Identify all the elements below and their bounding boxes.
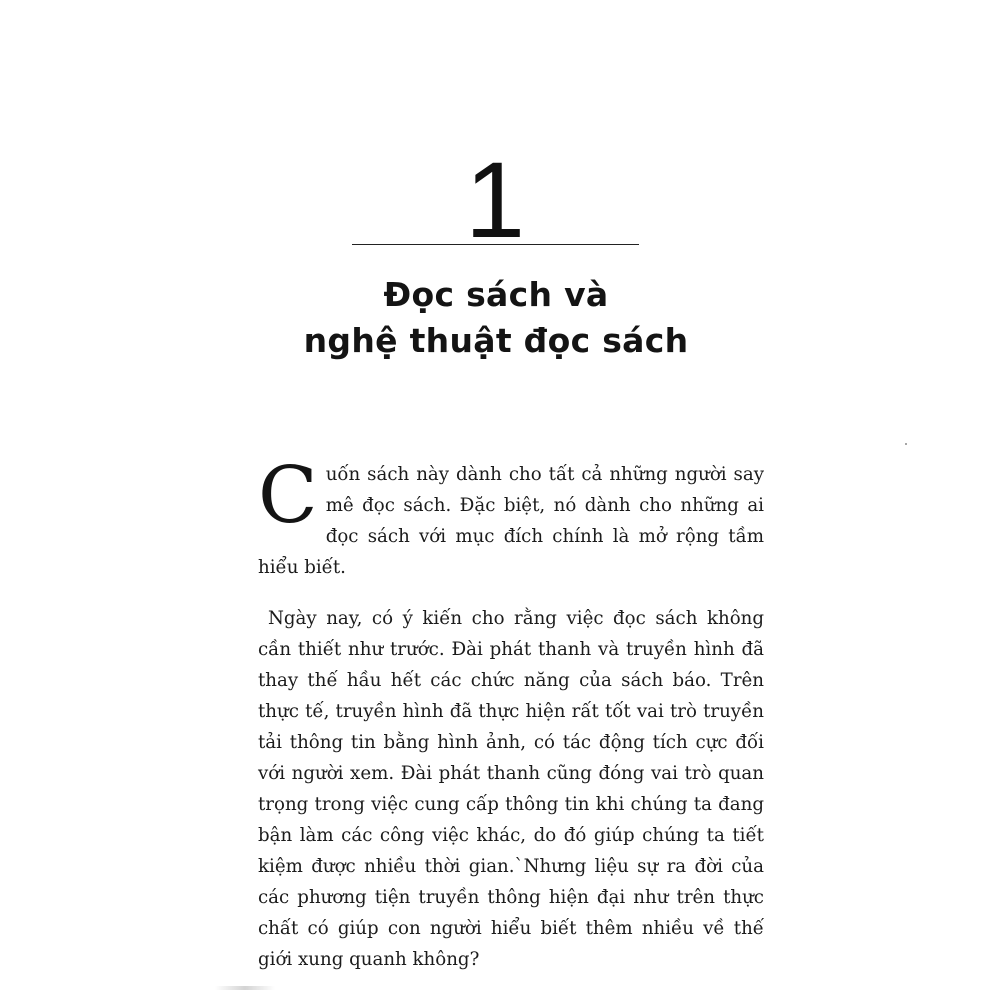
- paragraph-1-text: uốn sách này dành cho tất cả những người say mê đọc sách. Đặc biệt, nó dành cho những ai đọc sách với mục đích chính là mở rộng tầm hiểu biết.: [258, 464, 764, 578]
- paragraph-2: Ngày nay, có ý kiến cho rằng việc đọc sách không cần thiết như trước. Đài phát thanh và truyền hình đã thay thế hầu hết các chức năng của sách báo. Trên thực tế, truyền hình đã thực hiện rất tốt vai trò truyền tải thông tin bằng hình ảnh, có tác động tích cực đối với người xem. Đài phát thanh cũng đóng vai trò quan trọng trong việc cung cấp thông tin khi chúng ta đang bận làm các công việc khác, do đó giúp chúng ta tiết kiệm được nhiều thời gian.`Nhưng liệu sự ra đời của các phương tiện truyền thông hiện đại như trên thực chất có giúp con người hiểu biết thêm nhiều về thế giới xung quanh không?: [258, 608, 764, 970]
- chapter-title-line-1: Đọc sách và: [383, 275, 609, 314]
- drop-cap: C: [258, 451, 318, 541]
- scan-edge-mark: [215, 986, 275, 990]
- chapter-title: [0, 272, 992, 364]
- chapter-body: [258, 451, 764, 975]
- chapter-title-line-2: nghệ thuật đọc sách: [303, 321, 689, 360]
- chapter-number: 1: [464, 139, 526, 260]
- paragraph-1: [258, 451, 764, 583]
- chapter-divider: [352, 244, 639, 245]
- scan-speck: [905, 443, 907, 445]
